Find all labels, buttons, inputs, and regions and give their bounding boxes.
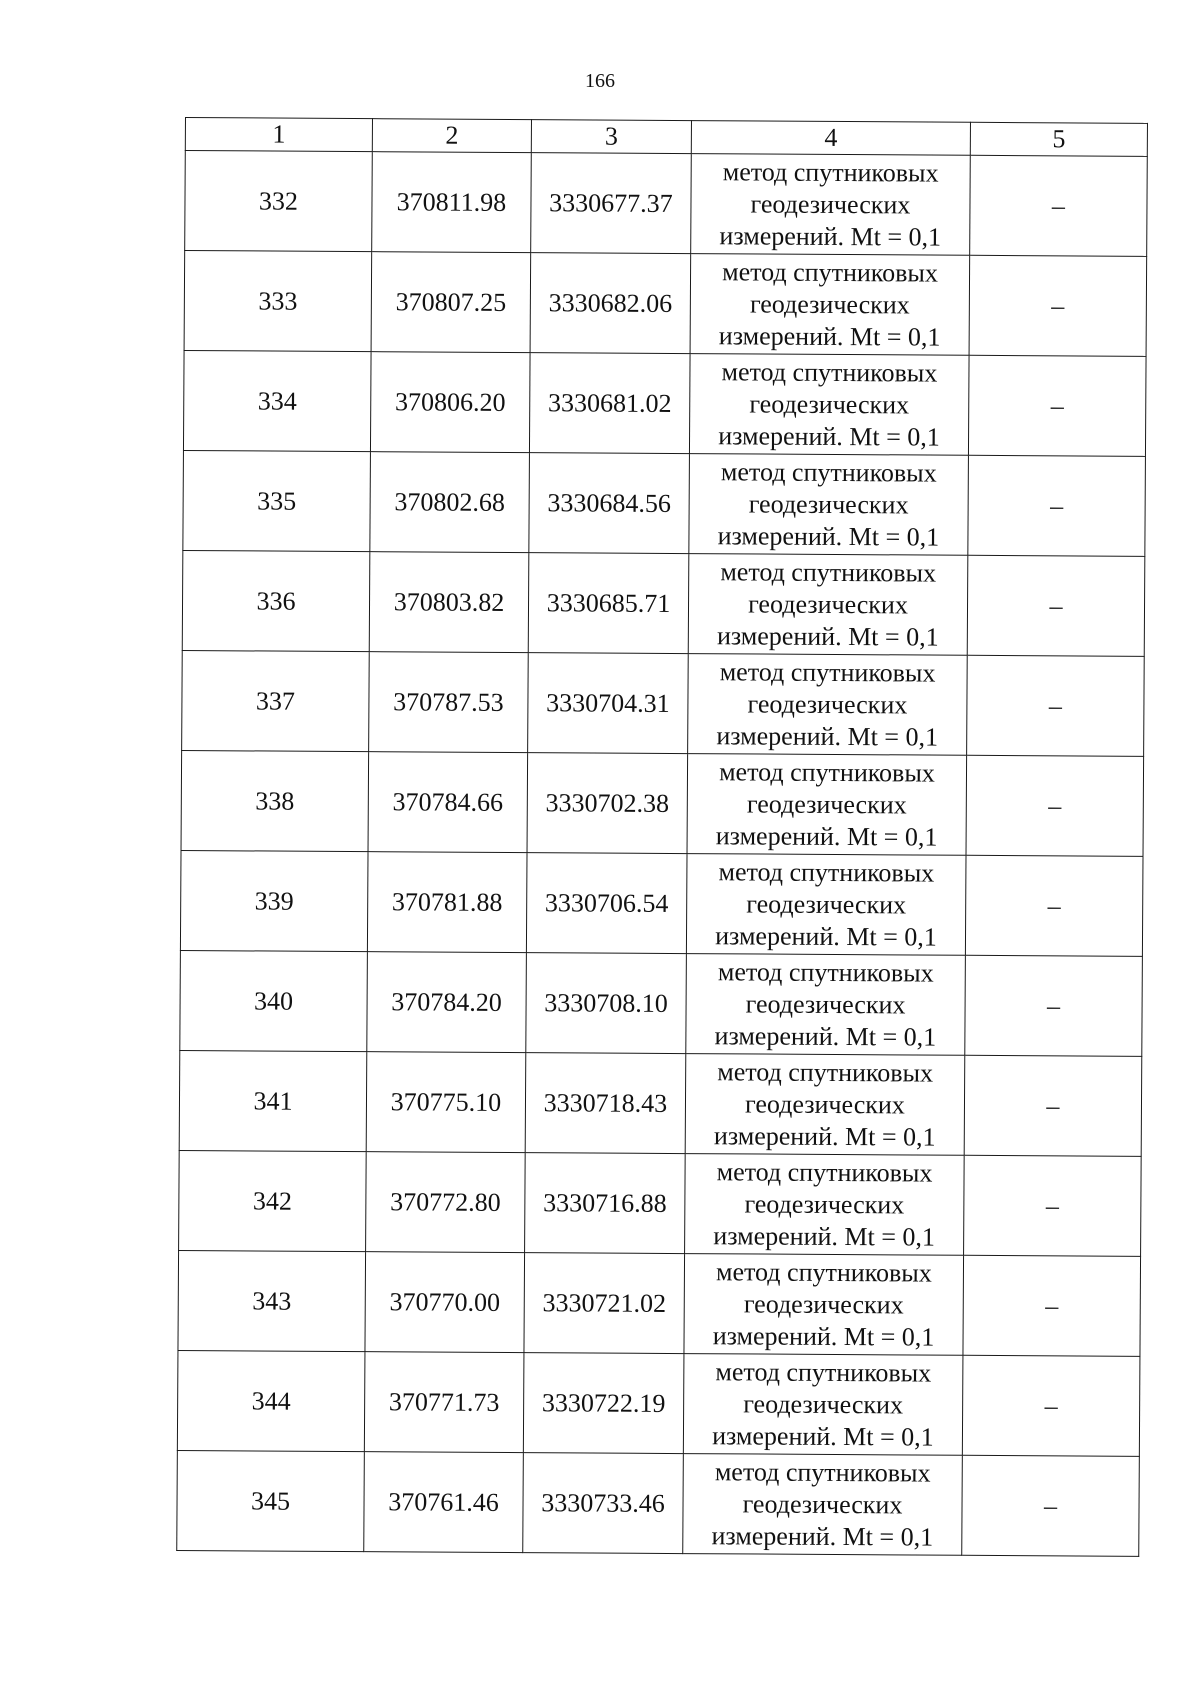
- note-cell: –: [963, 1255, 1141, 1356]
- method-line: измерений. Mt = 0,1: [715, 820, 938, 852]
- method-line: геодезических: [745, 1088, 905, 1119]
- method-line: измерений. Mt = 0,1: [715, 920, 937, 952]
- note-cell: –: [962, 1455, 1140, 1556]
- table-row: [180, 950, 1143, 1056]
- method-line: измерений. Mt = 0,1: [712, 1320, 935, 1352]
- note-cell: –: [964, 1155, 1142, 1256]
- point-number-cell: 334: [183, 350, 371, 451]
- note-cell: –: [968, 355, 1146, 456]
- header-cell-1: 1: [185, 118, 372, 152]
- method-line: измерений. Mt = 0,1: [718, 420, 940, 452]
- method-line: геодезических: [743, 1388, 904, 1419]
- x-coordinate-cell: 370784.66: [368, 752, 528, 853]
- y-coordinate-cell: 3330718.43: [525, 1053, 686, 1154]
- method-line: геодезических: [748, 488, 909, 519]
- y-coordinate-cell: 3330677.37: [531, 153, 692, 254]
- x-coordinate-cell: 370787.53: [369, 652, 529, 753]
- method-cell: [683, 1454, 963, 1556]
- table-row: [179, 1150, 1142, 1256]
- method-cell: [688, 554, 968, 656]
- method-line: метод спутниковых: [715, 1356, 932, 1388]
- method-line: измерений. Mt = 0,1: [716, 720, 939, 752]
- table-row: [177, 1450, 1140, 1556]
- method-line: геодезических: [742, 1488, 903, 1519]
- note-cell: –: [965, 955, 1143, 1056]
- x-coordinate-cell: 370803.82: [369, 552, 529, 653]
- header-cell-3: 3: [531, 120, 691, 154]
- point-number-cell: 335: [183, 450, 371, 551]
- x-coordinate-cell: 370806.20: [370, 352, 530, 453]
- note-cell: –: [968, 455, 1146, 556]
- method-cell: [689, 454, 969, 556]
- method-line: метод спутниковых: [718, 856, 935, 888]
- x-coordinate-cell: 370770.00: [365, 1252, 525, 1353]
- method-cell: [689, 354, 969, 456]
- method-line: измерений. Mt = 0,1: [713, 1120, 936, 1152]
- page-number: 166: [585, 70, 615, 92]
- x-coordinate-cell: 370772.80: [366, 1152, 526, 1253]
- table-row: [184, 251, 1147, 357]
- method-line: геодезических: [749, 388, 910, 419]
- point-number-cell: 333: [184, 251, 372, 352]
- method-line: измерений. Mt = 0,1: [711, 1520, 934, 1552]
- table-row: [178, 1250, 1141, 1356]
- y-coordinate-cell: 3330722.19: [523, 1353, 684, 1454]
- method-line: измерений. Mt = 0,1: [718, 320, 941, 352]
- header-cell-2: 2: [372, 119, 531, 153]
- method-line: измерений. Mt = 0,1: [712, 1420, 934, 1452]
- method-line: метод спутниковых: [722, 156, 939, 188]
- method-line: геодезических: [746, 888, 907, 919]
- table-row: [182, 650, 1145, 756]
- method-cell: [684, 1254, 964, 1356]
- note-cell: –: [969, 255, 1147, 356]
- point-number-cell: 344: [177, 1350, 365, 1451]
- point-number-cell: 337: [182, 650, 370, 751]
- method-cell: [686, 854, 966, 956]
- y-coordinate-cell: 3330681.02: [529, 353, 690, 454]
- method-line: геодезических: [750, 188, 911, 219]
- header-cell-4: 4: [691, 121, 970, 156]
- table-row: [182, 550, 1145, 656]
- x-coordinate-cell: 370781.88: [367, 852, 527, 953]
- method-cell: [687, 754, 967, 856]
- y-coordinate-cell: 3330702.38: [527, 753, 688, 854]
- y-coordinate-cell: 3330684.56: [529, 453, 690, 554]
- x-coordinate-cell: 370784.20: [367, 952, 527, 1053]
- point-number-cell: 345: [177, 1450, 365, 1551]
- method-line: метод спутниковых: [720, 556, 937, 588]
- y-coordinate-cell: 3330733.46: [523, 1453, 684, 1554]
- method-cell: [685, 1154, 965, 1256]
- table-row: [181, 750, 1144, 856]
- y-coordinate-cell: 3330716.88: [525, 1153, 686, 1254]
- x-coordinate-cell: 370761.46: [364, 1452, 524, 1553]
- header-cell-5: 5: [970, 122, 1147, 156]
- method-line: измерений. Mt = 0,1: [716, 620, 939, 652]
- x-coordinate-cell: 370807.25: [371, 252, 531, 353]
- method-cell: [683, 1354, 963, 1456]
- x-coordinate-cell: 370775.10: [366, 1052, 526, 1153]
- method-line: геодезических: [746, 788, 907, 819]
- y-coordinate-cell: 3330685.71: [528, 553, 689, 654]
- table-row: [185, 151, 1148, 257]
- note-cell: –: [967, 655, 1145, 756]
- point-number-cell: 332: [185, 151, 373, 252]
- table-row: [183, 350, 1146, 456]
- table-row: [183, 450, 1146, 556]
- method-line: метод спутниковых: [719, 756, 935, 788]
- method-cell: [685, 1054, 965, 1156]
- table-row: [177, 1350, 1140, 1456]
- method-line: геодезических: [749, 288, 910, 319]
- point-number-cell: 340: [180, 950, 368, 1051]
- method-cell: [688, 654, 968, 756]
- y-coordinate-cell: 3330708.10: [526, 953, 687, 1054]
- y-coordinate-cell: 3330721.02: [524, 1253, 685, 1354]
- note-cell: –: [967, 555, 1145, 656]
- method-line: метод спутниковых: [717, 1056, 934, 1088]
- note-cell: –: [962, 1355, 1140, 1456]
- note-cell: –: [966, 755, 1144, 856]
- method-line: измерений. Mt = 0,1: [714, 1020, 937, 1052]
- method-line: измерений. Mt = 0,1: [717, 520, 940, 552]
- method-line: геодезических: [745, 988, 906, 1019]
- method-line: геодезических: [744, 1188, 905, 1219]
- method-line: метод спутниковых: [721, 356, 938, 388]
- method-line: измерений. Mt = 0,1: [713, 1220, 936, 1252]
- method-line: метод спутниковых: [719, 656, 936, 688]
- method-cell: [691, 154, 971, 256]
- method-cell: [686, 954, 966, 1056]
- point-number-cell: 343: [178, 1250, 366, 1351]
- x-coordinate-cell: 370802.68: [370, 452, 530, 553]
- method-line: геодезических: [748, 588, 908, 619]
- method-line: метод спутниковых: [714, 1456, 931, 1488]
- x-coordinate-cell: 370811.98: [372, 152, 532, 253]
- point-number-cell: 341: [179, 1050, 367, 1151]
- point-number-cell: 339: [180, 850, 368, 951]
- note-cell: –: [964, 1055, 1142, 1156]
- method-line: метод спутниковых: [716, 1256, 932, 1288]
- point-number-cell: 336: [182, 550, 370, 651]
- table-row: [179, 1050, 1142, 1156]
- y-coordinate-cell: 3330704.31: [528, 653, 689, 754]
- method-line: измерений. Mt = 0,1: [719, 220, 942, 252]
- method-line: метод спутниковых: [717, 956, 934, 988]
- method-cell: [690, 254, 970, 356]
- coordinates-table: [176, 117, 1148, 1557]
- method-line: геодезических: [747, 688, 908, 719]
- y-coordinate-cell: 3330706.54: [526, 853, 687, 954]
- method-line: метод спутниковых: [716, 1156, 933, 1188]
- method-line: метод спутниковых: [720, 456, 937, 488]
- x-coordinate-cell: 370771.73: [364, 1352, 524, 1453]
- note-cell: –: [965, 855, 1143, 956]
- method-line: метод спутниковых: [722, 256, 938, 288]
- table-row: [180, 850, 1143, 956]
- method-line: геодезических: [743, 1288, 904, 1319]
- point-number-cell: 338: [181, 750, 369, 851]
- table-body: [177, 151, 1148, 1557]
- note-cell: –: [970, 155, 1148, 256]
- point-number-cell: 342: [179, 1150, 367, 1251]
- y-coordinate-cell: 3330682.06: [530, 253, 691, 354]
